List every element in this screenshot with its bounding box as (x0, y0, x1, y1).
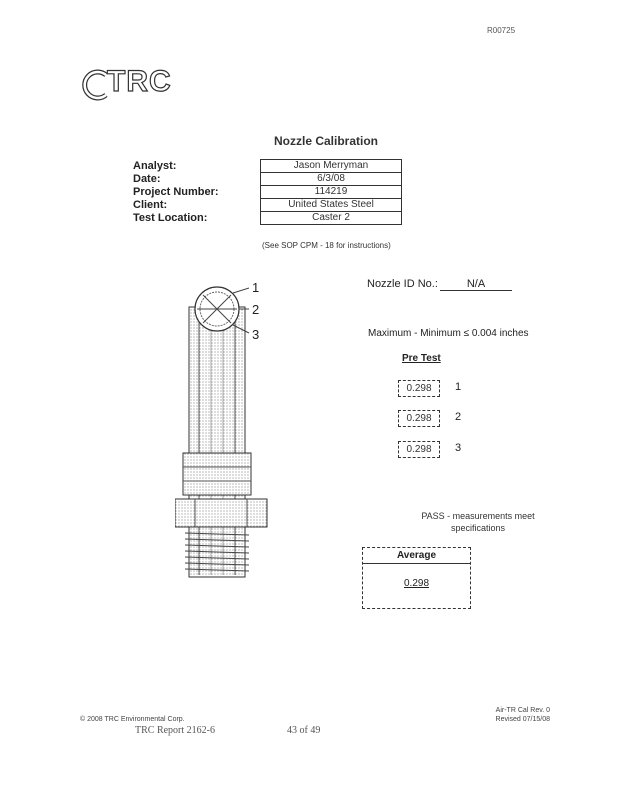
callout-3: 3 (252, 327, 260, 342)
analyst-value: Jason Merryman (260, 159, 402, 173)
nozzle-id-label: Nozzle ID No.: (367, 278, 438, 290)
measurement-1-index: 1 (455, 381, 462, 393)
callout-leader (233, 288, 249, 293)
nozzle-tube (189, 307, 245, 577)
callout-1: 1 (252, 280, 260, 295)
max-min-spec: Maximum - Minimum ≤ 0.004 inches (368, 328, 529, 339)
measurement-3-index: 3 (455, 442, 462, 454)
copyright: © 2008 TRC Environmental Corp. (80, 716, 185, 723)
measurement-2-value: 0.298 (398, 410, 440, 427)
test-location-value: Caster 2 (260, 211, 402, 225)
report-id: TRC Report 2162-6 (135, 725, 215, 736)
measurement-3-value: 0.298 (398, 441, 440, 458)
analyst-label: Analyst: (133, 160, 177, 172)
document-code: R00725 (487, 26, 516, 35)
nozzle-id-value: N/A (440, 278, 512, 291)
pass-status: PASS - measurements meet specifications (421, 511, 535, 533)
page-title: Nozzle Calibration (274, 134, 379, 148)
callout-2: 2 (252, 302, 260, 317)
nozzle-nut-upper (183, 453, 251, 495)
sop-note: (See SOP CPM - 18 for instructions) (262, 241, 391, 250)
measurement-1-value: 0.298 (398, 380, 440, 397)
measurement-2-index: 2 (455, 411, 462, 423)
nozzle-fitting (175, 499, 267, 527)
nozzle-diagram (175, 285, 285, 585)
logo-text: TRC (107, 65, 172, 98)
date-label: Date: (133, 173, 161, 185)
test-location-label: Test Location: (133, 212, 208, 224)
form-code-line-1: Air-TR Cal Rev. 0 (495, 707, 550, 714)
project-number-value: 114219 (260, 185, 402, 199)
date-value: 6/3/08 (260, 172, 402, 186)
project-number-label: Project Number: (133, 186, 219, 198)
trc-logo (82, 65, 192, 101)
page-number: 43 of 49 (287, 725, 321, 736)
pretest-heading: Pre Test (402, 353, 441, 364)
form-code-line-2: Revised 07/15/08 (495, 716, 550, 723)
average-box (362, 547, 471, 609)
client-value: United States Steel (260, 198, 402, 212)
client-label: Client: (133, 199, 168, 211)
form-code (470, 706, 550, 724)
average-heading: Average (363, 548, 470, 564)
average-value: 0.298 (403, 578, 430, 589)
